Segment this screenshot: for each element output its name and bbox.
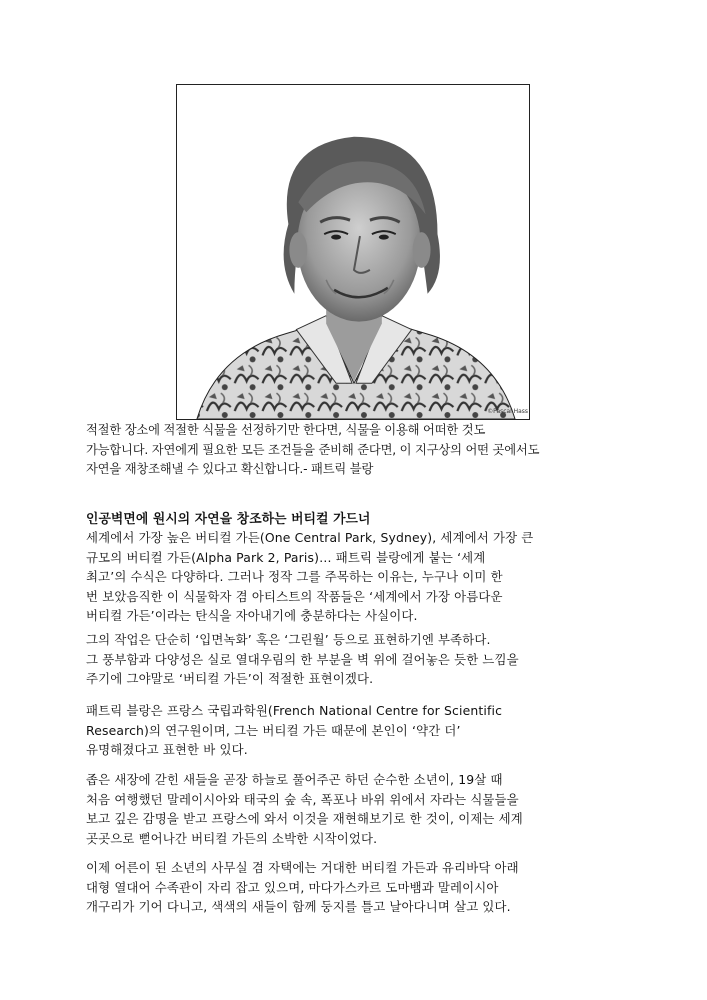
paragraph-4 <box>86 770 646 848</box>
paragraph-5 <box>86 858 646 917</box>
paragraph-line: 번 보았음직한 이 식물학자 겸 아티스트의 작품들은 ‘세계에서 가장 아름다운 <box>86 588 503 604</box>
paragraph-line: 유명해졌다고 표현한 바 있다. <box>86 742 248 757</box>
paragraph-line: 세계에서 가장 높은 버티컬 가든(One Central Park, Sydney), 세계에서 가장 큰 <box>86 530 534 545</box>
paragraph-line: 곳곳으로 뻗어나간 버티컬 가든의 소박한 시작이었다. <box>86 830 378 846</box>
paragraph-line: Research)의 연구원이며, 그는 버티컬 가든 때문에 본인이 ‘약간 더’ <box>86 722 461 738</box>
paragraph-line: 규모의 버티컬 가든(Alpha Park 2, Paris)… 패트릭 블랑에게 붙는 ‘세계 <box>86 549 486 565</box>
paragraph-line: 최고’의 수식은 다양하다. 그러나 정작 그를 주목하는 이유는, 누구나 이미 한 <box>86 569 503 584</box>
paragraph-line: 개구리가 기어 다니고, 색색의 새들이 함께 둥지를 틀고 날아다니며 살고 있다. <box>86 899 511 914</box>
paragraph-line: 이제 어른이 된 소년의 사무실 겸 자택에는 거대한 버티컬 가든과 유리바닥 아래 <box>86 860 519 875</box>
paragraph-line: 그의 작업은 단순히 ‘입면녹화’ 혹은 ‘그린월’ 등으로 표현하기엔 부족하다. <box>86 632 491 647</box>
paragraph-line: 보고 깊은 감명을 받고 프랑스에 와서 이것을 재현해보기로 한 것이, 이제는 세계 <box>86 811 523 826</box>
caption-line: 자연을 재창조해낼 수 있다고 확신합니다.- 패트릭 블랑 <box>86 462 374 476</box>
paragraph-1 <box>86 528 646 626</box>
paragraph-line: 처음 여행했던 말레이시아와 태국의 숲 속, 폭포나 바위 위에서 자라는 식물들을 <box>86 791 519 807</box>
photo-watermark: ©Pascal Hass <box>487 408 529 416</box>
portrait-photo <box>176 84 530 420</box>
portrait-illustration <box>177 85 529 419</box>
caption-line: 가능합니다. 자연에게 필요한 모든 조건들을 준비해 준다면, 이 지구상의 어떤 곳에서도 <box>86 442 540 457</box>
paragraph-line: 주기에 그야말로 ‘버티컬 가든’이 적절한 표현이겠다. <box>86 671 374 686</box>
paragraph-line: 버티컬 가든’이라는 탄식을 자아내기에 충분하다는 사실이다. <box>86 608 418 623</box>
paragraph-3 <box>86 701 646 760</box>
section-title: 인공벽면에 원시의 자연을 창조하는 버티컬 가드너 <box>86 512 371 527</box>
caption-line: 적절한 장소에 적절한 식물을 선정하기만 한다면, 식물을 이용해 어떠한 것도 <box>86 423 486 437</box>
paragraph-line: 패트릭 블랑은 프랑스 국립과학원(French National Centre for Scientific <box>86 703 503 718</box>
paragraph-line: 대형 열대어 수족관이 자리 잡고 있으며, 마다가스카르 도마뱀과 말레이시아 <box>86 879 499 895</box>
paragraph-line: 그 풍부함과 다양성은 실로 열대우림의 한 부분을 벽 위에 걸어놓은 듯한 느낌을 <box>86 651 519 667</box>
paragraph-line: 좁은 새장에 갇힌 새들을 곧장 하늘로 풀어주곤 하던 순수한 소년이, 19살 때 <box>86 772 503 787</box>
photo-caption <box>86 421 646 480</box>
paragraph-2 <box>86 630 646 689</box>
